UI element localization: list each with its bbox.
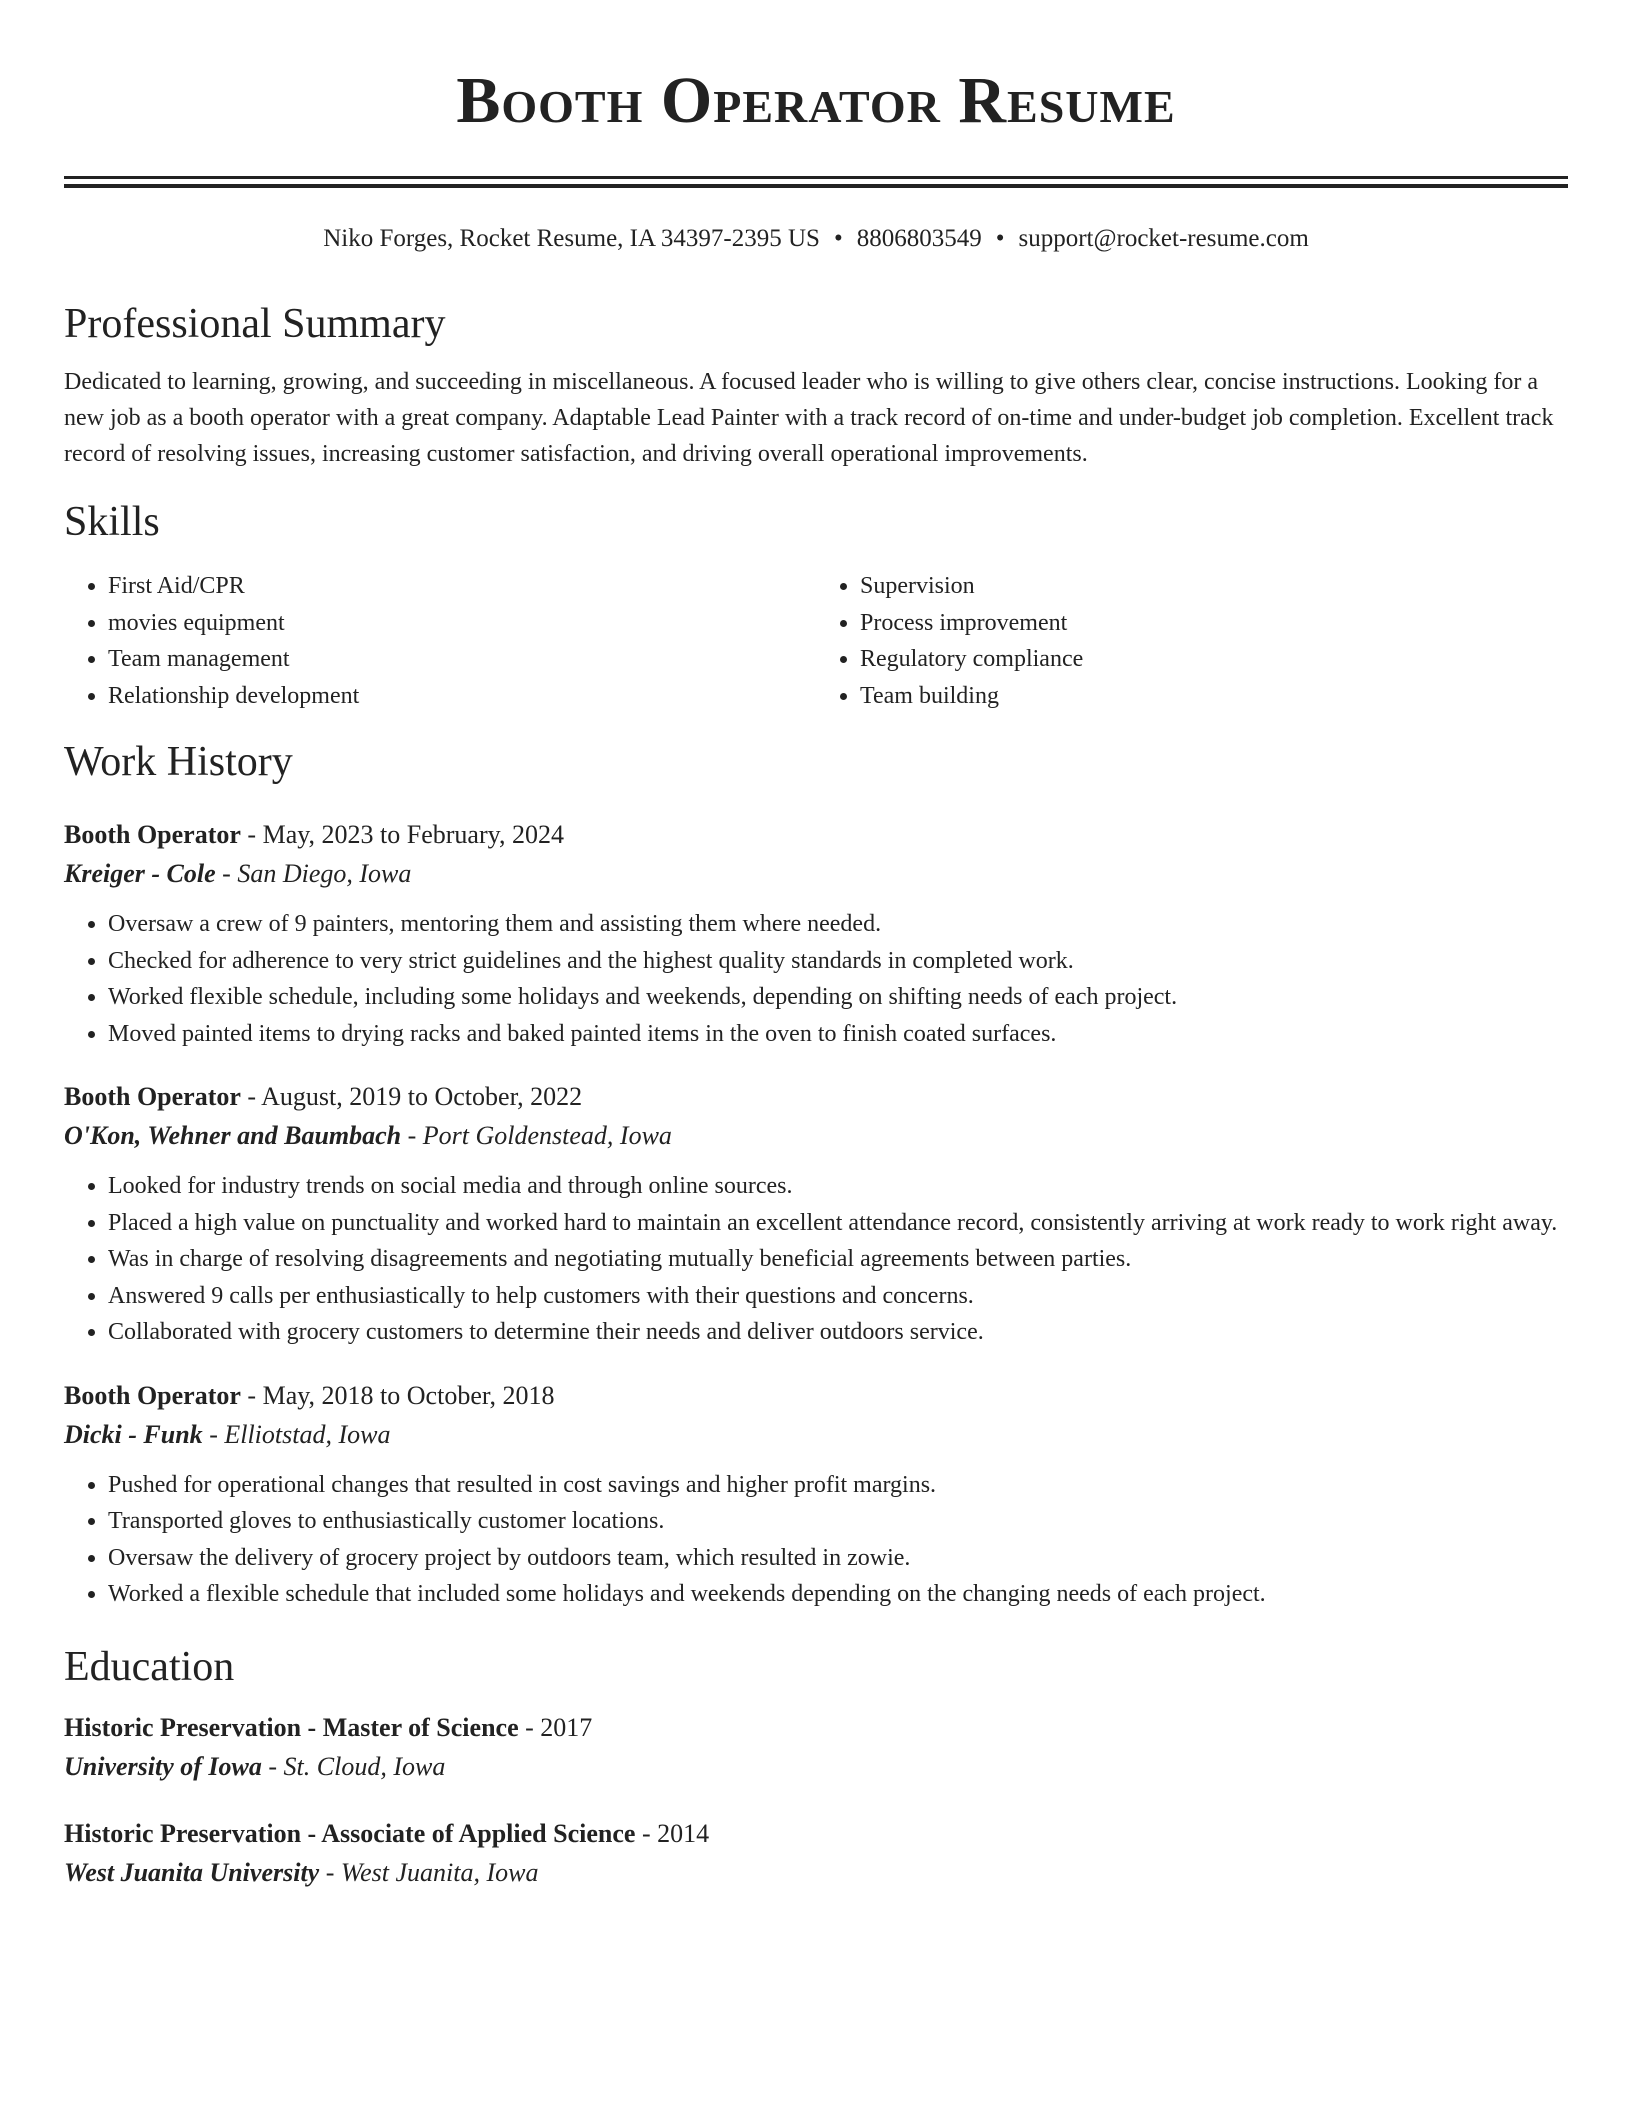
- education-header: [64, 1815, 1568, 1853]
- job-title: Booth Operator: [64, 1380, 241, 1410]
- education-institution: [64, 1747, 1568, 1787]
- job-header: [64, 1078, 1568, 1116]
- job-duties: [64, 1168, 1568, 1351]
- skill-item: • Regulatory compliance: [860, 641, 1568, 678]
- job-entry: [64, 816, 1568, 1052]
- education-institution: [64, 1853, 1568, 1893]
- job-employer: [64, 854, 1568, 894]
- skills-list: [64, 568, 1568, 714]
- job-dates: - May, 2023 to February, 2024: [240, 820, 564, 849]
- job-duty: • Looked for industry trends on social media and through online sources.: [108, 1168, 1568, 1205]
- skill-item: • Team management: [108, 641, 816, 678]
- education-location: - St. Cloud, Iowa: [261, 1751, 446, 1781]
- job-duty: • Placed a high value on punctuality and worked hard to maintain an excellent attendance record, consistently arriving at work ready to work right away.: [108, 1205, 1568, 1242]
- job-entry: [64, 1078, 1568, 1351]
- education-school: University of Iowa: [64, 1751, 262, 1781]
- education-school: West Juanita University: [64, 1857, 320, 1887]
- job-duty: • Worked a flexible schedule that included some holidays and weekends depending on the changing needs of each project.: [108, 1576, 1568, 1613]
- education-degree: Historic Preservation - Associate of Applied Science: [64, 1818, 636, 1848]
- job-duty: • Oversaw the delivery of grocery project by outdoors team, which resulted in zowie.: [108, 1540, 1568, 1577]
- skills-column-right: [816, 568, 1568, 714]
- title-divider-top: [64, 176, 1568, 179]
- job-duty: • Checked for adherence to very strict guidelines and the highest quality standards in completed work.: [108, 943, 1568, 980]
- job-duty: • Moved painted items to drying racks and baked painted items in the oven to finish coated surfaces.: [108, 1016, 1568, 1053]
- summary-heading: Professional Summary: [64, 301, 446, 347]
- job-header: [64, 1377, 1568, 1415]
- job-title: Booth Operator: [64, 820, 241, 849]
- resume-title: Booth Operator Resume: [456, 64, 1176, 137]
- job-title: Booth Operator: [64, 1082, 241, 1111]
- job-header: [64, 816, 1568, 854]
- job-employer: [64, 1116, 1568, 1156]
- job-duty: • Collaborated with grocery customers to determine their needs and deliver outdoors service.: [108, 1314, 1568, 1351]
- skills-column-left: [64, 568, 816, 714]
- education-heading: Education: [64, 1643, 235, 1690]
- education-location: - West Juanita, Iowa: [319, 1857, 539, 1887]
- job-dates: - May, 2018 to October, 2018: [240, 1380, 555, 1410]
- job-duties: [64, 906, 1568, 1052]
- job-duty: • Pushed for operational changes that resulted in cost savings and higher profit margins.: [108, 1467, 1568, 1504]
- contact-separator: •: [833, 225, 843, 252]
- job-duty: • Worked flexible schedule, including some holidays and weekends, depending on shifting needs of each project.: [108, 979, 1568, 1016]
- title-divider-bottom: [64, 184, 1568, 188]
- education-year: - 2017: [518, 1712, 593, 1742]
- job-location: - Elliotstad, Iowa: [202, 1419, 391, 1449]
- work-history-heading: Work History: [64, 739, 293, 785]
- skill-item: • Relationship development: [108, 678, 816, 715]
- skill-item: • Process improvement: [860, 605, 1568, 642]
- skill-item: • Team building: [860, 678, 1568, 715]
- skill-item: • movies equipment: [108, 605, 816, 642]
- education-degree: Historic Preservation - Master of Science: [64, 1712, 519, 1742]
- contact-address: Niko Forges, Rocket Resume, IA 34397-2395 US: [323, 225, 820, 252]
- contact-email: support@rocket-resume.com: [1018, 225, 1309, 252]
- job-location: - Port Goldenstead, Iowa: [401, 1121, 672, 1150]
- job-dates: - August, 2019 to October, 2022: [240, 1082, 583, 1111]
- education-year: - 2014: [635, 1818, 710, 1848]
- education-entry: [64, 1709, 1568, 1787]
- contact-phone: 8806803549: [856, 225, 982, 252]
- summary-text: Dedicated to learning, growing, and succeeding in miscellaneous. A focused leader who is willing to give others clear, concise instructions. Looking for a new job as a booth operator with a great company. Adaptable Lead Painter with a track record of on-time and under-budget job completion. Excellent track record of resolving issues, increasing customer satisfaction, and driving overall operational improvements.: [64, 369, 1554, 467]
- job-company: Dicki - Funk: [64, 1419, 203, 1449]
- job-entry: [64, 1377, 1568, 1613]
- job-employer: [64, 1415, 1568, 1455]
- education-header: [64, 1709, 1568, 1747]
- job-duties: [64, 1467, 1568, 1613]
- job-duty: • Transported gloves to enthusiastically customer locations.: [108, 1503, 1568, 1540]
- job-duty: • Answered 9 calls per enthusiastically to help customers with their questions and concerns.: [108, 1278, 1568, 1315]
- skills-heading: Skills: [64, 499, 160, 545]
- job-company: O'Kon, Wehner and Baumbach: [64, 1121, 402, 1150]
- job-location: - San Diego, Iowa: [215, 859, 412, 888]
- job-duty: • Oversaw a crew of 9 painters, mentoring them and assisting them where needed.: [108, 906, 1568, 943]
- skill-item: • First Aid/CPR: [108, 568, 816, 605]
- contact-separator: •: [995, 225, 1005, 252]
- job-company: Kreiger - Cole: [64, 859, 216, 888]
- job-duty: • Was in charge of resolving disagreements and negotiating mutually beneficial agreements between parties.: [108, 1241, 1568, 1278]
- skill-item: • Supervision: [860, 568, 1568, 605]
- contact-line: [64, 222, 1568, 256]
- education-entry: [64, 1815, 1568, 1893]
